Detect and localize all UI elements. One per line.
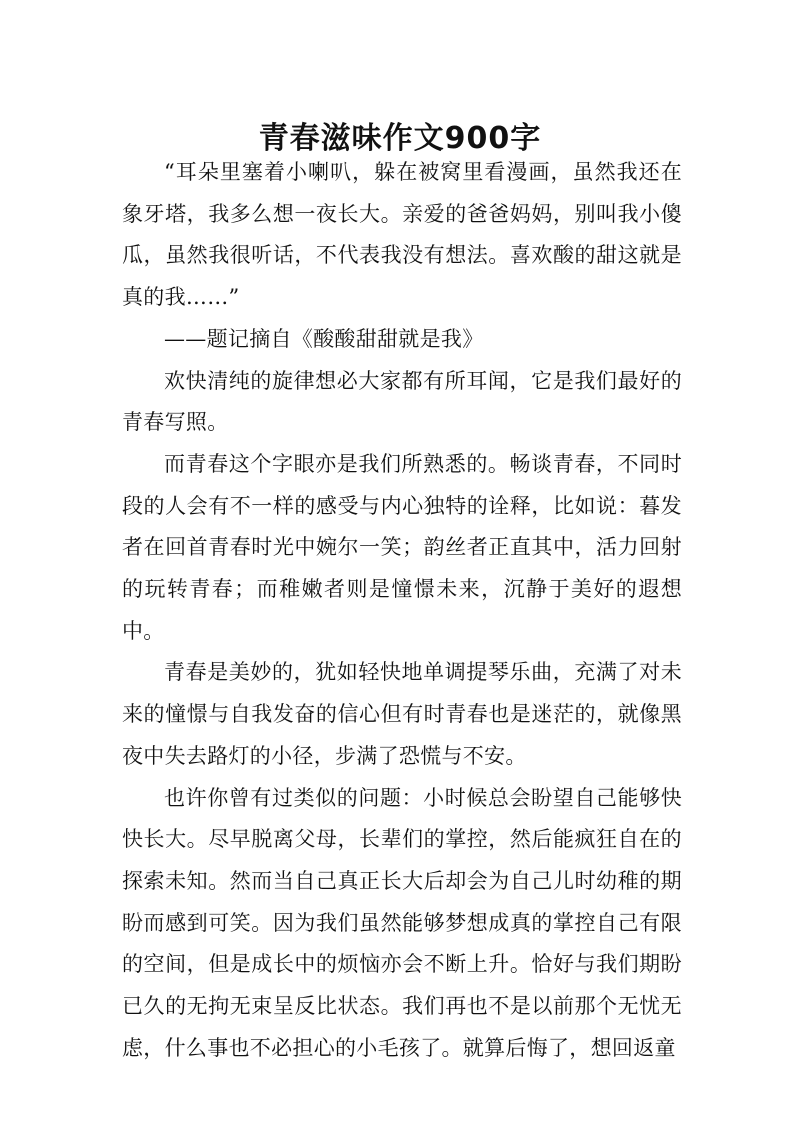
paragraph-epigraph-quote: “耳朵里塞着小喇叭，躲在被窝里看漫画，虽然我还在象牙塔，我多么想一夜长大。亲爱的爸爸妈妈，别叫我小傻瓜，虽然我很听话，不代表我没有想法。喜欢酸的甜这就是真的我……”: [122, 160, 682, 310]
page-title: 青春滋味作文900字: [258, 121, 542, 157]
document-body: [122, 152, 682, 1069]
paragraph-epigraph-source: ——题记摘自《酸酸甜甜就是我》: [164, 326, 484, 351]
paragraph: 也许你曾有过类似的问题：小时候总会盼望自己能够快快长大。尽早脱离父母，长辈们的掌控，然后能疯狂自在的探索未知。然而当自己真正长大后却会为自己儿时幼稚的期盼而感到可笑。因为我们虽然能够梦想成真的掌控自己有限的空间，但是成长中的烦恼亦会不断上升。恰好与我们期盼已久的无拘无束呈反比状态。我们再也不是以前那个无忧无虑，什么事也不必担心的小毛孩了。就算后悔了，想回返童: [122, 785, 682, 1060]
paragraph: 欢快清纯的旋律想必大家都有所耳闻，它是我们最好的青春写照。: [122, 368, 682, 435]
paragraph: 青春是美妙的，犹如轻快地单调提琴乐曲，充满了对未来的憧憬与自我发奋的信心但有时青春也是迷茫的，就像黑夜中失去路灯的小径，步满了恐慌与不安。: [122, 660, 682, 768]
paragraph: 而青春这个字眼亦是我们所熟悉的。畅谈青春，不同时段的人会有不一样的感受与内心独特的诠释，比如说：暮发者在回首青春时光中婉尔一笑；韵丝者正直其中，活力回射的玩转青春；而稚嫩者则是憧憬未来，沉静于美好的遐想中。: [122, 451, 682, 643]
